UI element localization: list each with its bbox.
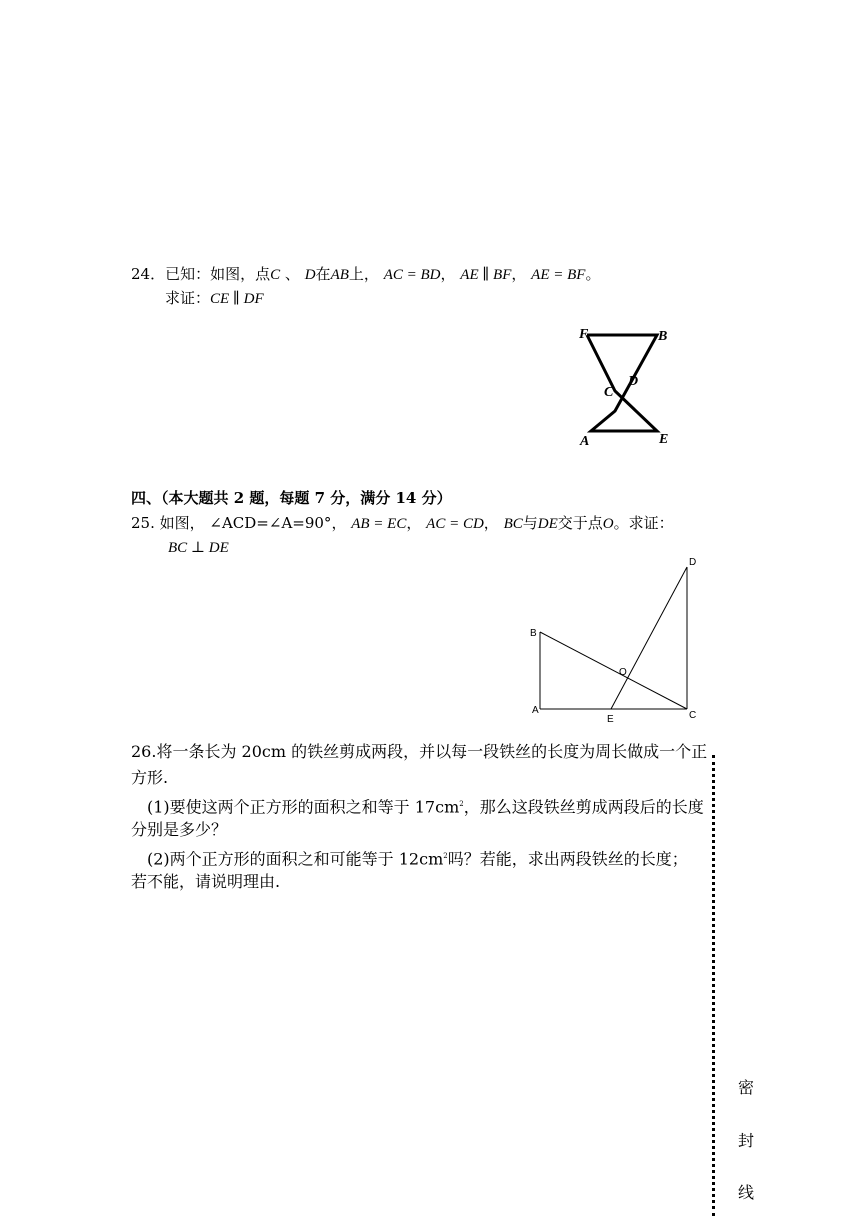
binding-char-xian: 线 [738,1183,755,1202]
q25-figure [525,552,705,727]
q26-part2: (2)两个正方形的面积之和可能等于 $12cm^2$吗？若能，求出两段铁丝的长度； [147,849,688,869]
q24-figure-lines [587,335,657,431]
label-C: C [604,385,614,400]
q24-figure [560,318,690,453]
label-E: E [659,432,669,447]
binding-char-feng: 封 [738,1131,755,1150]
q26-part1: (1)要使这两个正方形的面积之和等于 $17cm^2$，那么这段铁丝剪成两段后的长度 [147,797,704,817]
q26-line1: 26.将一条长为 20cm 的铁丝剪成两段，并以每一段铁丝的长度为周长做成一个正 [131,742,708,761]
q26-part2-line2: 若不能，请说明理由. [131,872,281,891]
label-A: A [532,705,539,716]
q24-prove: 求证：CE ∥ DF [165,289,264,307]
label-F: F [579,327,589,342]
section-4-title: 四、（本大题共 2 题，每题 7 分，满分 14 分） [131,489,452,507]
q25-prove: BC ⊥ DE [168,540,229,556]
label-D: D [689,557,697,568]
q25-statement: 25. 如图， ∠ACD=∠A=90°， AB = EC， AC = CD， BC与DE交于点O。求证： [131,514,674,532]
q25-figure-lines [540,567,687,709]
label-D: D [628,374,639,389]
label-O: O [619,667,627,678]
binding-dotted-line [712,755,715,1216]
q24-statement: 24．已知：如图，点C 、 D在AB上， AC = BD， AE ∥ BF， AE = BF。 [131,265,601,283]
label-B: B [530,628,537,639]
q26-line2: 方形. [131,768,169,787]
label-C: C [689,710,697,721]
binding-char-mi: 密 [738,1078,755,1097]
label-B: B [658,329,668,344]
label-A: A [580,434,590,449]
label-E: E [607,714,614,725]
q26-part1-line2: 分别是多少？ [131,820,228,839]
